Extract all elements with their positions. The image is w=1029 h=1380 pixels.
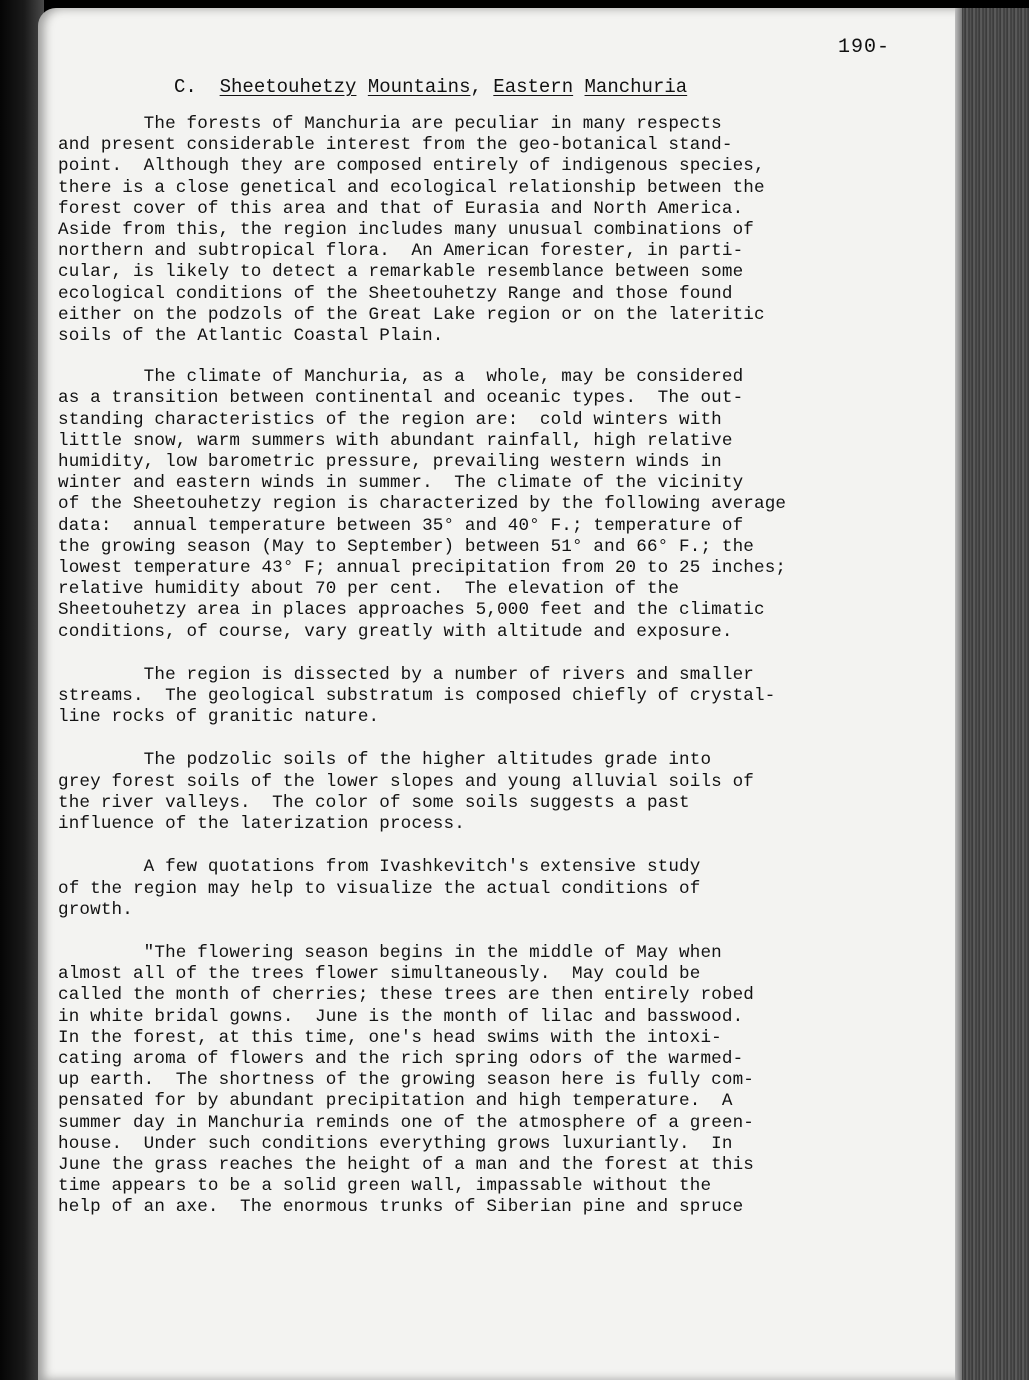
paragraph-quotations: A few quotations from Ivashkevitch's extensive study of the region may help to visualize the actual conditions of growth. [58,857,701,920]
heading-prefix: C. [174,76,197,98]
heading-word-2: Mountains [367,76,471,98]
paragraph-climate: The climate of Manchuria, as a whole, may be considered as a transition between continental and oceanic types. The out- standing characteristics of the region are: cold winters with little snow, warm summers with abundant rainfall, high relative humidity, low barometric pressure, prevailing western winds in winter and eastern winds in summer. The climate of the vicinity of the Sheetouhetzy region is characterized by the following average data: annual temperature between 35° and 40° F.; temperature of the growing season (May to September) between 51° and 66° F.; the lowest temperature 43° F; annual precipitation from 20 to 25 inches; relative humidity about 70 per cent. The elevation of the Sheetouhetzy area in places approaches 5,000 feet and the climatic conditions, of course, vary greatly with altitude and exposure. [58,367,787,642]
paragraph-flowering-quote: "The flowering season begins in the middle of May when almost all of the trees flower simultaneously. May could be called the month of cherries; these trees are then entirely robed in white bridal gowns. June is the month of lilac and basswood. In the forest, at this time, one's head swims with the intoxi- cating aroma of flowers and the rich spring odors of the warmed- up earth. The shortness of the growing season here is fully com- pensated for by abundant precipitation and high temperature. A summer day in Manchuria reminds one of the atmosphere of a green- house. Under such conditions everything grows luxuriantly. In June the grass reaches the height of a man and the forest at this time appears to be a solid green wall, impassable without the help of an axe. The enormous trunks of Siberian pine and spruce [58,942,755,1218]
paragraph-soils: The podzolic soils of the higher altitudes grade into grey forest soils of the lower slopes and young alluvial soils of the river valleys. The color of some soils suggests a past influence of the laterization process. [58,750,755,835]
paragraph-region: The region is dissected by a number of rivers and smaller streams. The geological substratum is composed chiefly of crystal- line rocks of granitic nature. [58,664,776,728]
heading-word-4: Manchuria [584,76,688,98]
page-number: 190- [838,36,891,59]
heading-word-1: Sheetouhetzy [219,76,357,98]
paragraph-forests: The forests of Manchuria are peculiar in many respects and present considerable interest from the geo-botanical stand- point. Although they are composed entirely of indigenous species, there is a close genetical and ecological relationship between the forest cover of this area and that of Eurasia and North America. Aside from this, the region includes many unusual combinations of northern and subtropical flora. An American forester, in parti- cular, is likely to detect a remarkable resemblance between some ecological conditions of the Sheetouhetzy Range and those found either on the podzols of the Great Lake region or on the lateritic soils of the Atlantic Coastal Plain. [58,114,765,347]
section-heading [174,76,687,98]
heading-separator: , [470,76,482,98]
heading-word-3: Eastern [493,76,574,98]
book-edge [962,8,1029,1380]
body-text [58,114,938,1219]
